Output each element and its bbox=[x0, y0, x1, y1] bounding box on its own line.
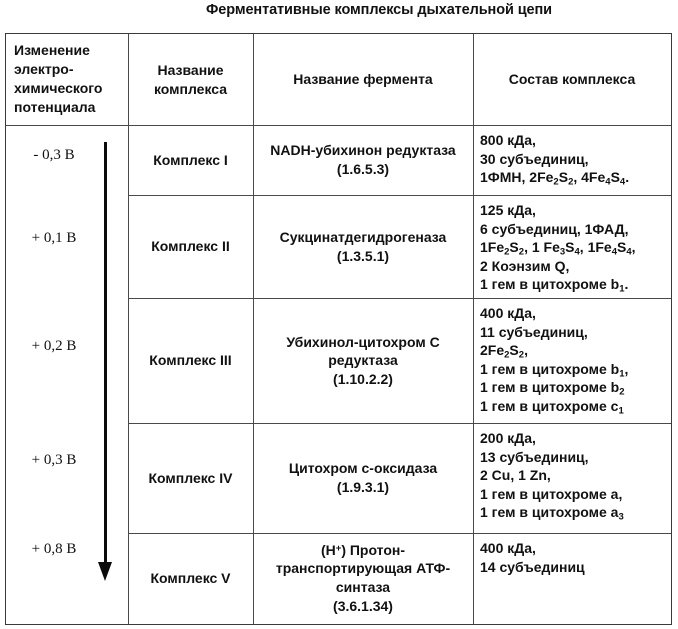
enzyme-name: Цитохром с-оксидаза bbox=[288, 460, 438, 477]
table-row bbox=[128, 125, 253, 195]
enzyme-name: Убихинол-цитохром С редуктаза bbox=[286, 333, 440, 369]
enzyme-ec-number: (1.3.5.1) bbox=[336, 247, 390, 264]
complex-name: Комплекс III bbox=[149, 352, 232, 369]
composition-line: 14 субъединиц bbox=[480, 558, 585, 575]
composition-line: $1Fe_2S_2$, 1 $Fe_3S_4$, $1Fe_4S_4$, bbox=[480, 239, 636, 258]
header-potential: Изменение электро-химического потенциала bbox=[14, 42, 103, 115]
composition-cell bbox=[473, 125, 671, 195]
composition-line: 1 гем в цитохроме $b_1$. bbox=[480, 276, 629, 296]
composition-cell bbox=[473, 195, 671, 298]
composition-line: 6 субъединиц, 1ФАД, bbox=[480, 220, 629, 237]
potential-value-3: + 0,2 В bbox=[31, 338, 77, 354]
header-composition: Состав комплекса bbox=[508, 71, 636, 88]
potential-merged-cell bbox=[6, 125, 128, 624]
potential-value-1: - 0,3 В bbox=[33, 147, 75, 163]
table-row bbox=[128, 533, 253, 623]
composition-line: 1 гем в цитохроме $a_3$ bbox=[480, 504, 624, 524]
potential-value-2: + 0,1 В bbox=[31, 230, 77, 246]
complex-name: Комплекс II bbox=[151, 238, 230, 255]
table-row bbox=[128, 423, 253, 533]
enzyme-cell bbox=[253, 125, 473, 195]
enzyme-ec-number: (1.10.2.2) bbox=[333, 370, 393, 387]
composition-line: 2 Коэнзим Q, bbox=[480, 257, 570, 274]
page-title: Ферментативные комплексы дыхательной цепи bbox=[206, 2, 552, 18]
enzyme-ec-number: (1.6.5.3) bbox=[336, 161, 390, 177]
enzyme-ec-number: (1.9.3.1) bbox=[336, 479, 390, 495]
down-arrow-icon-shaft bbox=[104, 142, 107, 567]
composition-line: 1 гем в цитохроме a, bbox=[480, 485, 623, 502]
down-arrow-icon-head bbox=[98, 562, 112, 581]
complex-name: Комплекс IV bbox=[148, 469, 233, 486]
enzyme-cell bbox=[253, 533, 473, 623]
table-row bbox=[128, 195, 253, 298]
composition-line: 11 субъединиц, bbox=[480, 323, 588, 340]
composition-line: 800 кДа, bbox=[480, 132, 536, 148]
complex-name: Комплекс V bbox=[150, 569, 231, 586]
enzyme-ec-number: (3.6.1.34) bbox=[333, 597, 393, 614]
composition-line: 1ФМН, $2Fe_2S_2$, $4Fe_4S_4$. bbox=[480, 169, 630, 188]
enzyme-cell bbox=[253, 298, 473, 423]
potential-value-4: + 0,3 В bbox=[31, 452, 77, 468]
enzyme-cell bbox=[253, 195, 473, 298]
composition-line: 1 гем в цитохроме $c_1$ bbox=[480, 398, 624, 417]
enzyme-cell bbox=[253, 423, 473, 533]
header-complex-name: Название комплекса bbox=[153, 61, 228, 97]
composition-cell bbox=[473, 533, 671, 623]
composition-line: 1 гем в цитохроме $b_1$, bbox=[480, 360, 629, 380]
composition-line: 2 Cu, 1 Zn, bbox=[480, 467, 551, 484]
header-enzyme-name: Название фермента bbox=[293, 71, 433, 88]
composition-line: 1 гем в цитохроме $b_2$ bbox=[480, 379, 625, 399]
composition-cell bbox=[473, 423, 671, 533]
composition-line: 125 кДа, bbox=[480, 202, 536, 218]
respiratory-chain-table bbox=[5, 33, 672, 625]
composition-line: 200 кДа, bbox=[480, 430, 536, 446]
enzyme-name: NADH-убихинон редуктаза bbox=[270, 142, 456, 159]
composition-line: 400 кДа, bbox=[480, 305, 536, 321]
composition-line: $2Fe_2S_2$, bbox=[480, 342, 528, 361]
table-row bbox=[128, 298, 253, 423]
potential-value-5: + 0,8 В bbox=[31, 541, 77, 557]
composition-line: 30 субъединиц, bbox=[480, 150, 589, 167]
composition-cell bbox=[473, 298, 671, 423]
composition-line: 400 кДа, bbox=[480, 540, 536, 556]
enzyme-name: Сукцинатдегидрогеназа bbox=[279, 228, 447, 245]
enzyme-name: (Н+) Протон-транспортирующая АТФ-синтаза bbox=[275, 541, 451, 595]
composition-line: 13 субъединиц, bbox=[480, 448, 589, 465]
complex-name: Комплекс I bbox=[153, 151, 228, 168]
